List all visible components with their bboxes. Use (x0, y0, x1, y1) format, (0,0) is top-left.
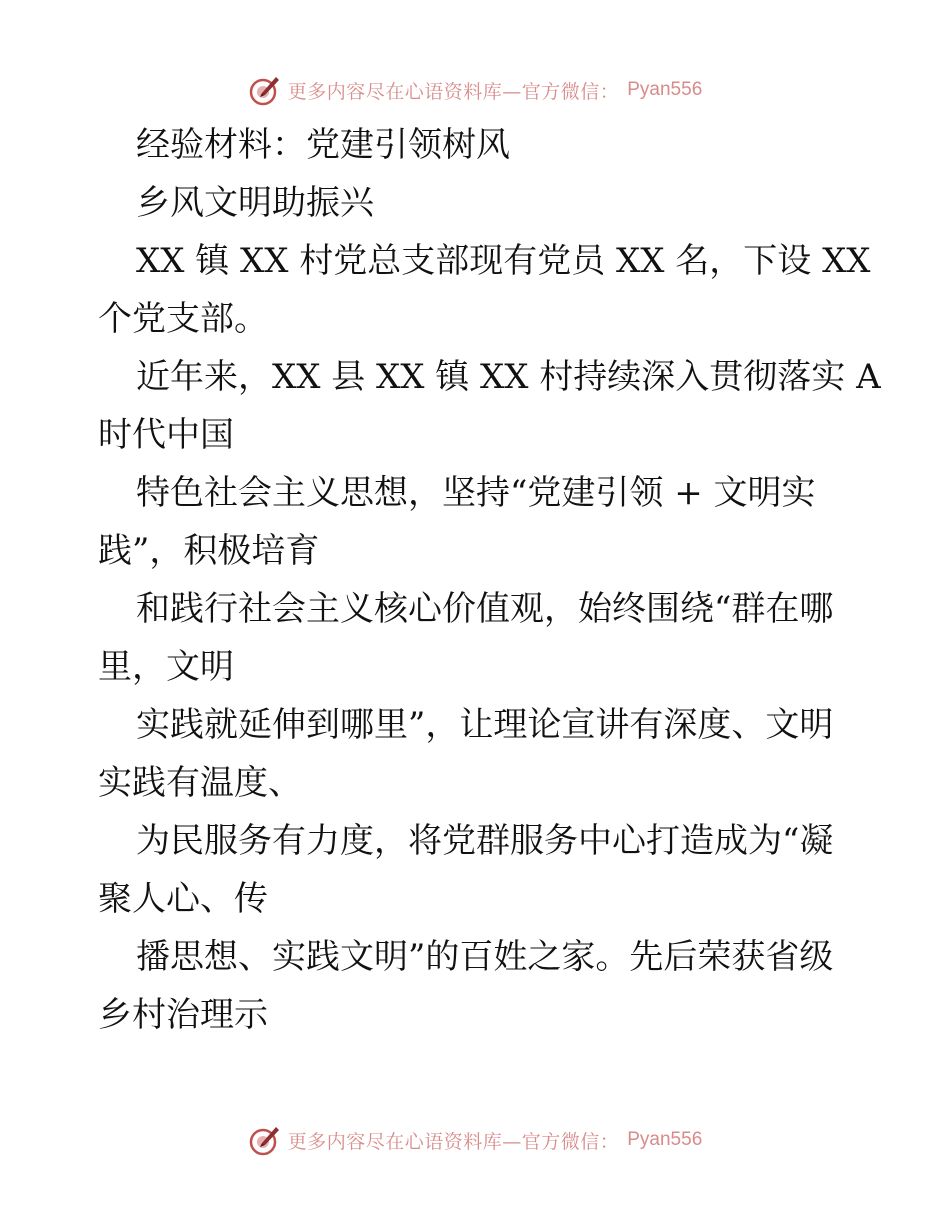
text-line: 乡风文明助振兴 (136, 183, 374, 223)
text-line: 为民服务有力度，将党群服务中心打造成为“凝 (136, 821, 834, 861)
text-line: 实践有温度、 (98, 763, 302, 803)
text-line: 时代中国 (98, 415, 234, 455)
text-line: 聚人心、传 (98, 879, 268, 919)
text-line: 践”，积极培育 (98, 531, 320, 571)
watermark-wechat-id: Pyan556 (627, 1129, 703, 1150)
pen-nib-logo-icon (248, 73, 282, 107)
text-line: XX 镇 XX 村党总支部现有党员 XX 名，下设 XX (136, 241, 871, 281)
text-line: 乡村治理示 (98, 995, 268, 1035)
watermark-footer (0, 1120, 950, 1160)
watermark-text: 更多内容尽在心语资料库—官方微信： (287, 80, 620, 103)
text-line: 播思想、实践文明”的百姓之家。先后荣获省级 (136, 937, 834, 977)
text-line: 特色社会主义思想，坚持“党建引领 + 文明实 (136, 473, 816, 513)
text-line: 经验材料：党建引领树风 (136, 125, 510, 165)
text-line: 近年来，XX 县 XX 镇 XX 村持续深入贯彻落实 A (136, 357, 881, 397)
document-body (98, 116, 881, 1044)
watermark-text: 更多内容尽在心语资料库—官方微信： (287, 1130, 620, 1153)
text-line: 实践就延伸到哪里”，让理论宣讲有深度、文明 (136, 705, 834, 745)
text-line: 里，文明 (98, 647, 234, 687)
watermark-wechat-id: Pyan556 (627, 79, 703, 100)
pen-nib-logo-icon (248, 1123, 282, 1157)
text-line: 个党支部。 (98, 299, 268, 339)
text-line: 和践行社会主义核心价值观，始终围绕“群在哪 (136, 589, 834, 629)
watermark-header (0, 70, 950, 110)
